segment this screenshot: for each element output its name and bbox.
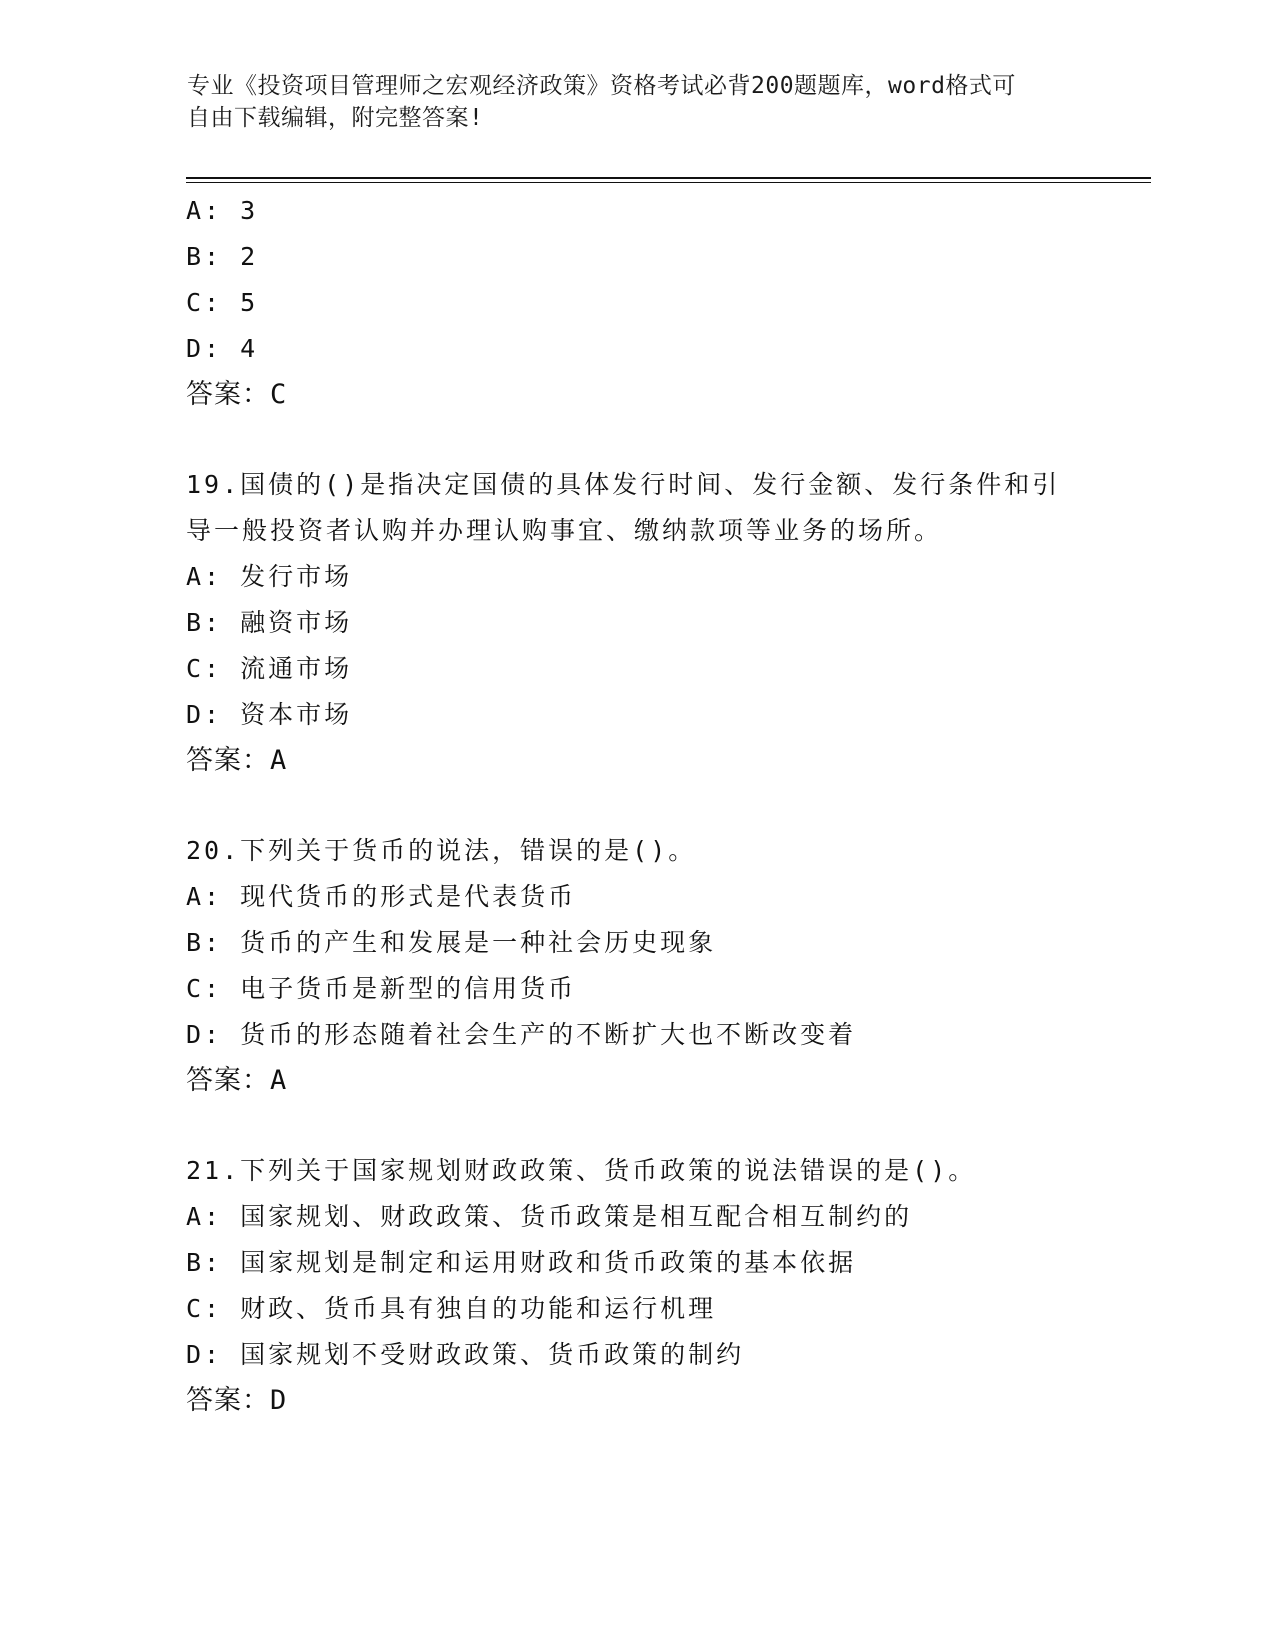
option-c: C: 财政、货币具有独自的功能和运行机理 xyxy=(186,1294,717,1323)
answer-line xyxy=(186,1378,1146,1424)
option-a: A: 3 xyxy=(186,196,259,225)
option-d: D: 资本市场 xyxy=(186,700,353,729)
header-line-2: 自由下载编辑，附完整答案! xyxy=(187,105,484,131)
answer-label: 答案： xyxy=(186,379,270,410)
option-d: D: 4 xyxy=(186,334,259,363)
answer-label: 答案： xyxy=(186,1385,270,1416)
option-a: A: 发行市场 xyxy=(186,562,353,591)
question-18 xyxy=(186,188,1146,418)
header-rule-thick xyxy=(186,177,1151,179)
header-rule-thin xyxy=(186,182,1151,183)
answer-value: C xyxy=(270,379,288,410)
question-21 xyxy=(186,1148,1146,1424)
header-line-1: 专业《投资项目管理师之宏观经济政策》资格考试必背200题题库，word格式可 xyxy=(187,73,1016,99)
question-list xyxy=(186,188,1146,1424)
answer-line xyxy=(186,738,1146,784)
question-19 xyxy=(186,462,1146,784)
option-c: C: 流通市场 xyxy=(186,654,353,683)
answer-label: 答案： xyxy=(186,745,270,776)
option-b: B: 货币的产生和发展是一种社会历史现象 xyxy=(186,928,717,957)
question-20 xyxy=(186,828,1146,1104)
option-c: C: 电子货币是新型的信用货币 xyxy=(186,974,577,1003)
question-title-line-1: 21.下列关于国家规划财政政策、货币政策的说法错误的是()。 xyxy=(186,1156,977,1185)
answer-line xyxy=(186,372,1146,418)
question-title xyxy=(186,462,1146,554)
option-d: D: 货币的形态随着社会生产的不断扩大也不断改变着 xyxy=(186,1020,857,1049)
question-title-line-2: 导一般投资者认购并办理认购事宜、缴纳款项等业务的场所。 xyxy=(186,516,943,545)
question-title xyxy=(186,1148,1146,1194)
question-title-line-1: 20.下列关于货币的说法，错误的是()。 xyxy=(186,836,697,865)
page-header xyxy=(187,70,1087,134)
question-title xyxy=(186,828,1146,874)
option-b: B: 国家规划是制定和运用财政和货币政策的基本依据 xyxy=(186,1248,857,1277)
answer-value: A xyxy=(270,745,288,776)
option-c: C: 5 xyxy=(186,288,259,317)
option-a: A: 现代货币的形式是代表货币 xyxy=(186,882,577,911)
option-a: A: 国家规划、财政政策、货币政策是相互配合相互制约的 xyxy=(186,1202,913,1231)
option-d: D: 国家规划不受财政政策、货币政策的制约 xyxy=(186,1340,745,1369)
option-b: B: 2 xyxy=(186,242,259,271)
answer-value: A xyxy=(270,1065,288,1096)
answer-value: D xyxy=(270,1385,288,1416)
answer-label: 答案： xyxy=(186,1065,270,1096)
option-b: B: 融资市场 xyxy=(186,608,353,637)
answer-line xyxy=(186,1058,1146,1104)
question-title-line-1: 19.国债的()是指决定国债的具体发行时间、发行金额、发行条件和引 xyxy=(186,470,1061,499)
